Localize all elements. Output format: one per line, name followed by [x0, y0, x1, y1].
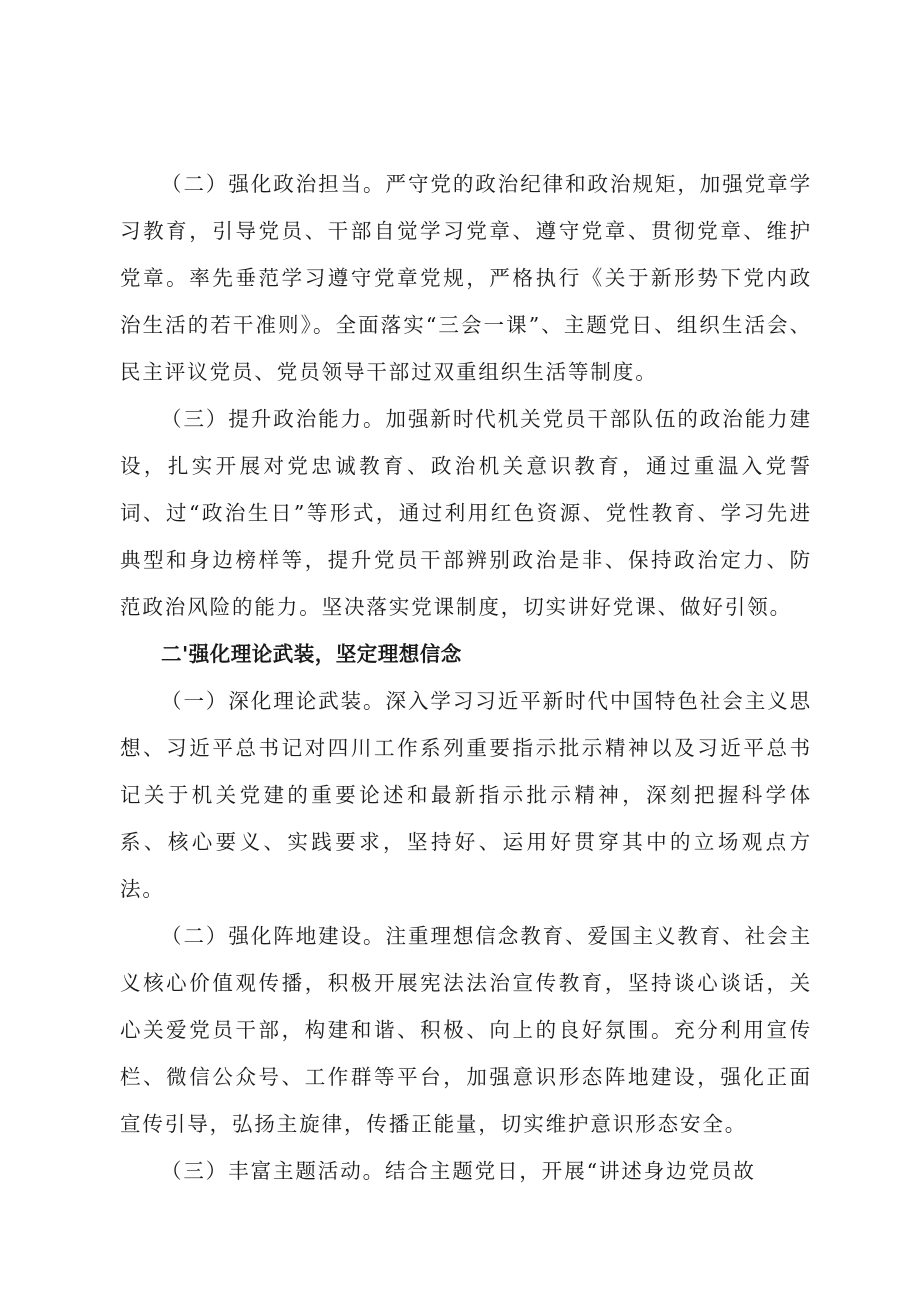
document-body — [120, 161, 812, 1195]
paragraph-enrich-theme-activities: （三）丰富主题活动。结合主题党日，开展“讲述身边党员故 — [161, 1159, 756, 1183]
paragraph-strengthen-political-responsibility: （二）强化政治担当。严守党的政治纪律和政治规矩，加强党章学习教育，引导党员、干部自觉学习党章、遵守党章、贯彻党章、维护党章。率先垂范学习遵守党章党规，严格执行《关于新形势下党内政治生活的若干准则》。全面落实“三会一课”、主题党日、组织生活会、民主评议党员、党员领导干部过双重组织生活等制度。 — [120, 172, 812, 384]
section-heading-theory-armament: 二'强化理论武装，坚定理想信念 — [161, 642, 462, 666]
paragraph-improve-political-ability: （三）提升政治能力。加强新时代机关党员干部队伍的政治能力建设，扎实开展对党忠诚教育、政治机关意识教育，通过重温入党誓词、过“政治生日”等形式，通过利用红色资源、党性教育、学习先进典型和身边榜样等，提升党员干部辨别政治是非、保持政治定力、防范政治风险的能力。坚决落实党课制度，切实讲好党课、做好引领。 — [120, 407, 812, 619]
paragraph-strengthen-position-building: （二）强化阵地建设。注重理想信念教育、爱国主义教育、社会主义核心价值观传播，积极开展宪法法治宣传教育，坚持谈心谈话，关心关爱党员干部，构建和谐、积极、向上的良好氛围。充分利用宣传栏、微信公众号、工作群等平台，加强意识形态阵地建设，强化正面宣传引导，弘扬主旋律，传播正能量，切实维护意识形态安全。 — [120, 924, 812, 1136]
paragraph-deepen-theory-armament: （一）深化理论武装。深入学习习近平新时代中国特色社会主义思想、习近平总书记对四川工作系列重要指示批示精神以及习近平总书记关于机关党建的重要论述和最新指示批示精神，深刻把握科学体系、核心要义、实践要求，坚持好、运用好贯穿其中的立场观点方法。 — [120, 689, 812, 901]
